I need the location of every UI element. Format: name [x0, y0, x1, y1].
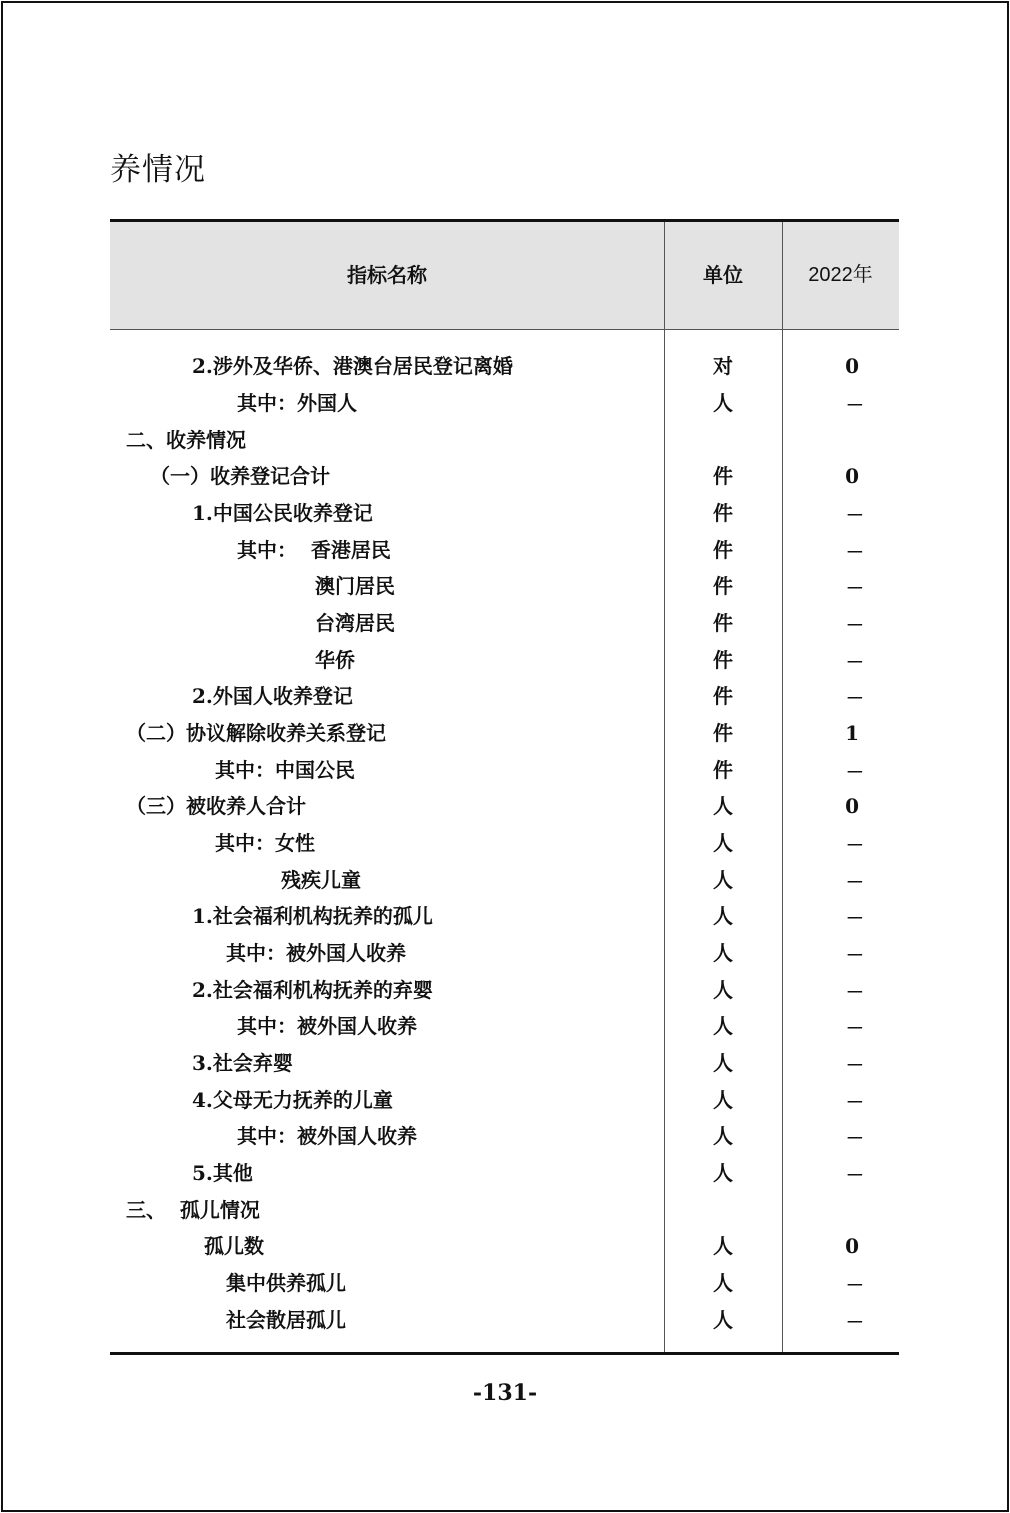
row-name: 2.外国人收养登记: [192, 684, 353, 708]
table-row: [110, 898, 899, 934]
row-value: ---: [846, 1271, 861, 1295]
row-unit: 件: [713, 574, 733, 598]
row-name: 二、收养情况: [126, 428, 246, 452]
row-value: 0: [845, 354, 859, 378]
row-unit: 件: [713, 464, 733, 488]
row-name: （二）协议解除收养关系登记: [126, 721, 386, 745]
row-name: 1.中国公民收养登记: [192, 501, 373, 525]
row-name: 澳门居民: [315, 574, 395, 598]
table-row: [110, 1302, 899, 1338]
row-value: ---: [846, 941, 861, 965]
row-value: ---: [846, 648, 861, 672]
row-value: 0: [845, 464, 859, 488]
row-value: ---: [846, 1051, 861, 1075]
row-name: 其中：中国公民: [215, 758, 355, 782]
row-unit: 对: [713, 354, 733, 378]
table-row: [110, 532, 899, 568]
table-row: [110, 1118, 899, 1154]
row-name: 集中供养孤儿: [226, 1271, 346, 1295]
table-row: [110, 788, 899, 824]
row-value: ---: [846, 904, 861, 928]
row-value: ---: [846, 978, 861, 1002]
row-value: ---: [846, 831, 861, 855]
row-value: ---: [846, 1124, 861, 1148]
row-value: ---: [846, 1088, 861, 1112]
table-row: [110, 678, 899, 714]
row-name: 5.其他: [192, 1161, 253, 1185]
row-value: ---: [846, 574, 861, 598]
row-unit: 人: [713, 1124, 733, 1148]
row-unit: 人: [713, 941, 733, 965]
row-value: ---: [846, 1308, 861, 1332]
table-row: [110, 422, 899, 458]
table-row: [110, 1155, 899, 1191]
row-unit: 件: [713, 648, 733, 672]
table-row: [110, 568, 899, 604]
row-unit: 人: [713, 978, 733, 1002]
table-row: [110, 1228, 899, 1264]
row-unit: 人: [713, 794, 733, 818]
table-header: [110, 222, 899, 330]
table-row: [110, 972, 899, 1008]
header-unit: 单位: [703, 263, 743, 287]
row-name: 3.社会弃婴: [192, 1051, 293, 1075]
header-year: 2022年: [808, 264, 873, 286]
row-value: ---: [846, 391, 861, 415]
row-unit: 人: [713, 904, 733, 928]
row-name: 1.社会福利机构抚养的孤儿: [192, 904, 433, 928]
table-row: [110, 715, 899, 751]
table-row: [110, 935, 899, 971]
row-unit: 人: [713, 391, 733, 415]
table-row: [110, 385, 899, 421]
table-row: [110, 605, 899, 641]
row-name: 其中：被外国人收养: [237, 1014, 417, 1038]
row-name: 社会散居孤儿: [226, 1308, 346, 1332]
row-value: ---: [846, 1161, 861, 1185]
row-name: 其中：外国人: [237, 391, 357, 415]
table-row: [110, 642, 899, 678]
table-row: [110, 1192, 899, 1228]
row-name: 4.父母无力抚养的儿童: [192, 1088, 393, 1112]
row-value: ---: [846, 501, 861, 525]
row-value: ---: [846, 684, 861, 708]
row-unit: 人: [713, 1271, 733, 1295]
row-unit: 人: [713, 831, 733, 855]
row-value: 0: [845, 794, 859, 818]
page-title: 养情况: [110, 152, 206, 188]
row-unit: 件: [713, 684, 733, 708]
row-value: 0: [845, 1234, 859, 1258]
table-row: [110, 1265, 899, 1301]
table-row: [110, 348, 899, 384]
row-unit: 件: [713, 538, 733, 562]
table-row: [110, 1008, 899, 1044]
row-unit: 件: [713, 758, 733, 782]
row-name: （一）收养登记合计: [150, 464, 330, 488]
row-value: 1: [845, 721, 859, 745]
row-name: 孤儿数: [204, 1234, 264, 1258]
row-unit: 人: [713, 868, 733, 892]
row-name: 残疾儿童: [281, 868, 361, 892]
row-unit: 人: [713, 1234, 733, 1258]
row-name: 其中： 香港居民: [237, 538, 391, 562]
row-unit: 人: [713, 1088, 733, 1112]
row-name: （三）被收养人合计: [126, 794, 306, 818]
row-name: 2.涉外及华侨、港澳台居民登记离婚: [192, 354, 513, 378]
row-unit: 件: [713, 721, 733, 745]
row-name: 三、 孤儿情况: [126, 1198, 260, 1222]
row-value: ---: [846, 758, 861, 782]
row-value: ---: [846, 538, 861, 562]
row-unit: 件: [713, 501, 733, 525]
row-unit: 件: [713, 611, 733, 635]
row-unit: 人: [713, 1161, 733, 1185]
table-row: [110, 495, 899, 531]
table-row: [110, 458, 899, 494]
row-value: ---: [846, 1014, 861, 1038]
row-unit: 人: [713, 1308, 733, 1332]
row-name: 台湾居民: [315, 611, 395, 635]
row-name: 华侨: [315, 648, 355, 672]
row-value: ---: [846, 611, 861, 635]
row-unit: 人: [713, 1014, 733, 1038]
statistics-table: [110, 219, 899, 1355]
row-value: ---: [846, 868, 861, 892]
row-name: 2.社会福利机构抚养的弃婴: [192, 978, 433, 1002]
table-row: [110, 1045, 899, 1081]
table-row: [110, 862, 899, 898]
table-row: [110, 1082, 899, 1118]
header-indicator-name: 指标名称: [347, 263, 427, 287]
row-name: 其中：被外国人收养: [226, 941, 406, 965]
row-name: 其中：女性: [215, 831, 315, 855]
row-name: 其中：被外国人收养: [237, 1124, 417, 1148]
table-row: [110, 825, 899, 861]
row-unit: 人: [713, 1051, 733, 1075]
page-number: -131-: [472, 1380, 538, 1406]
table-row: [110, 752, 899, 788]
